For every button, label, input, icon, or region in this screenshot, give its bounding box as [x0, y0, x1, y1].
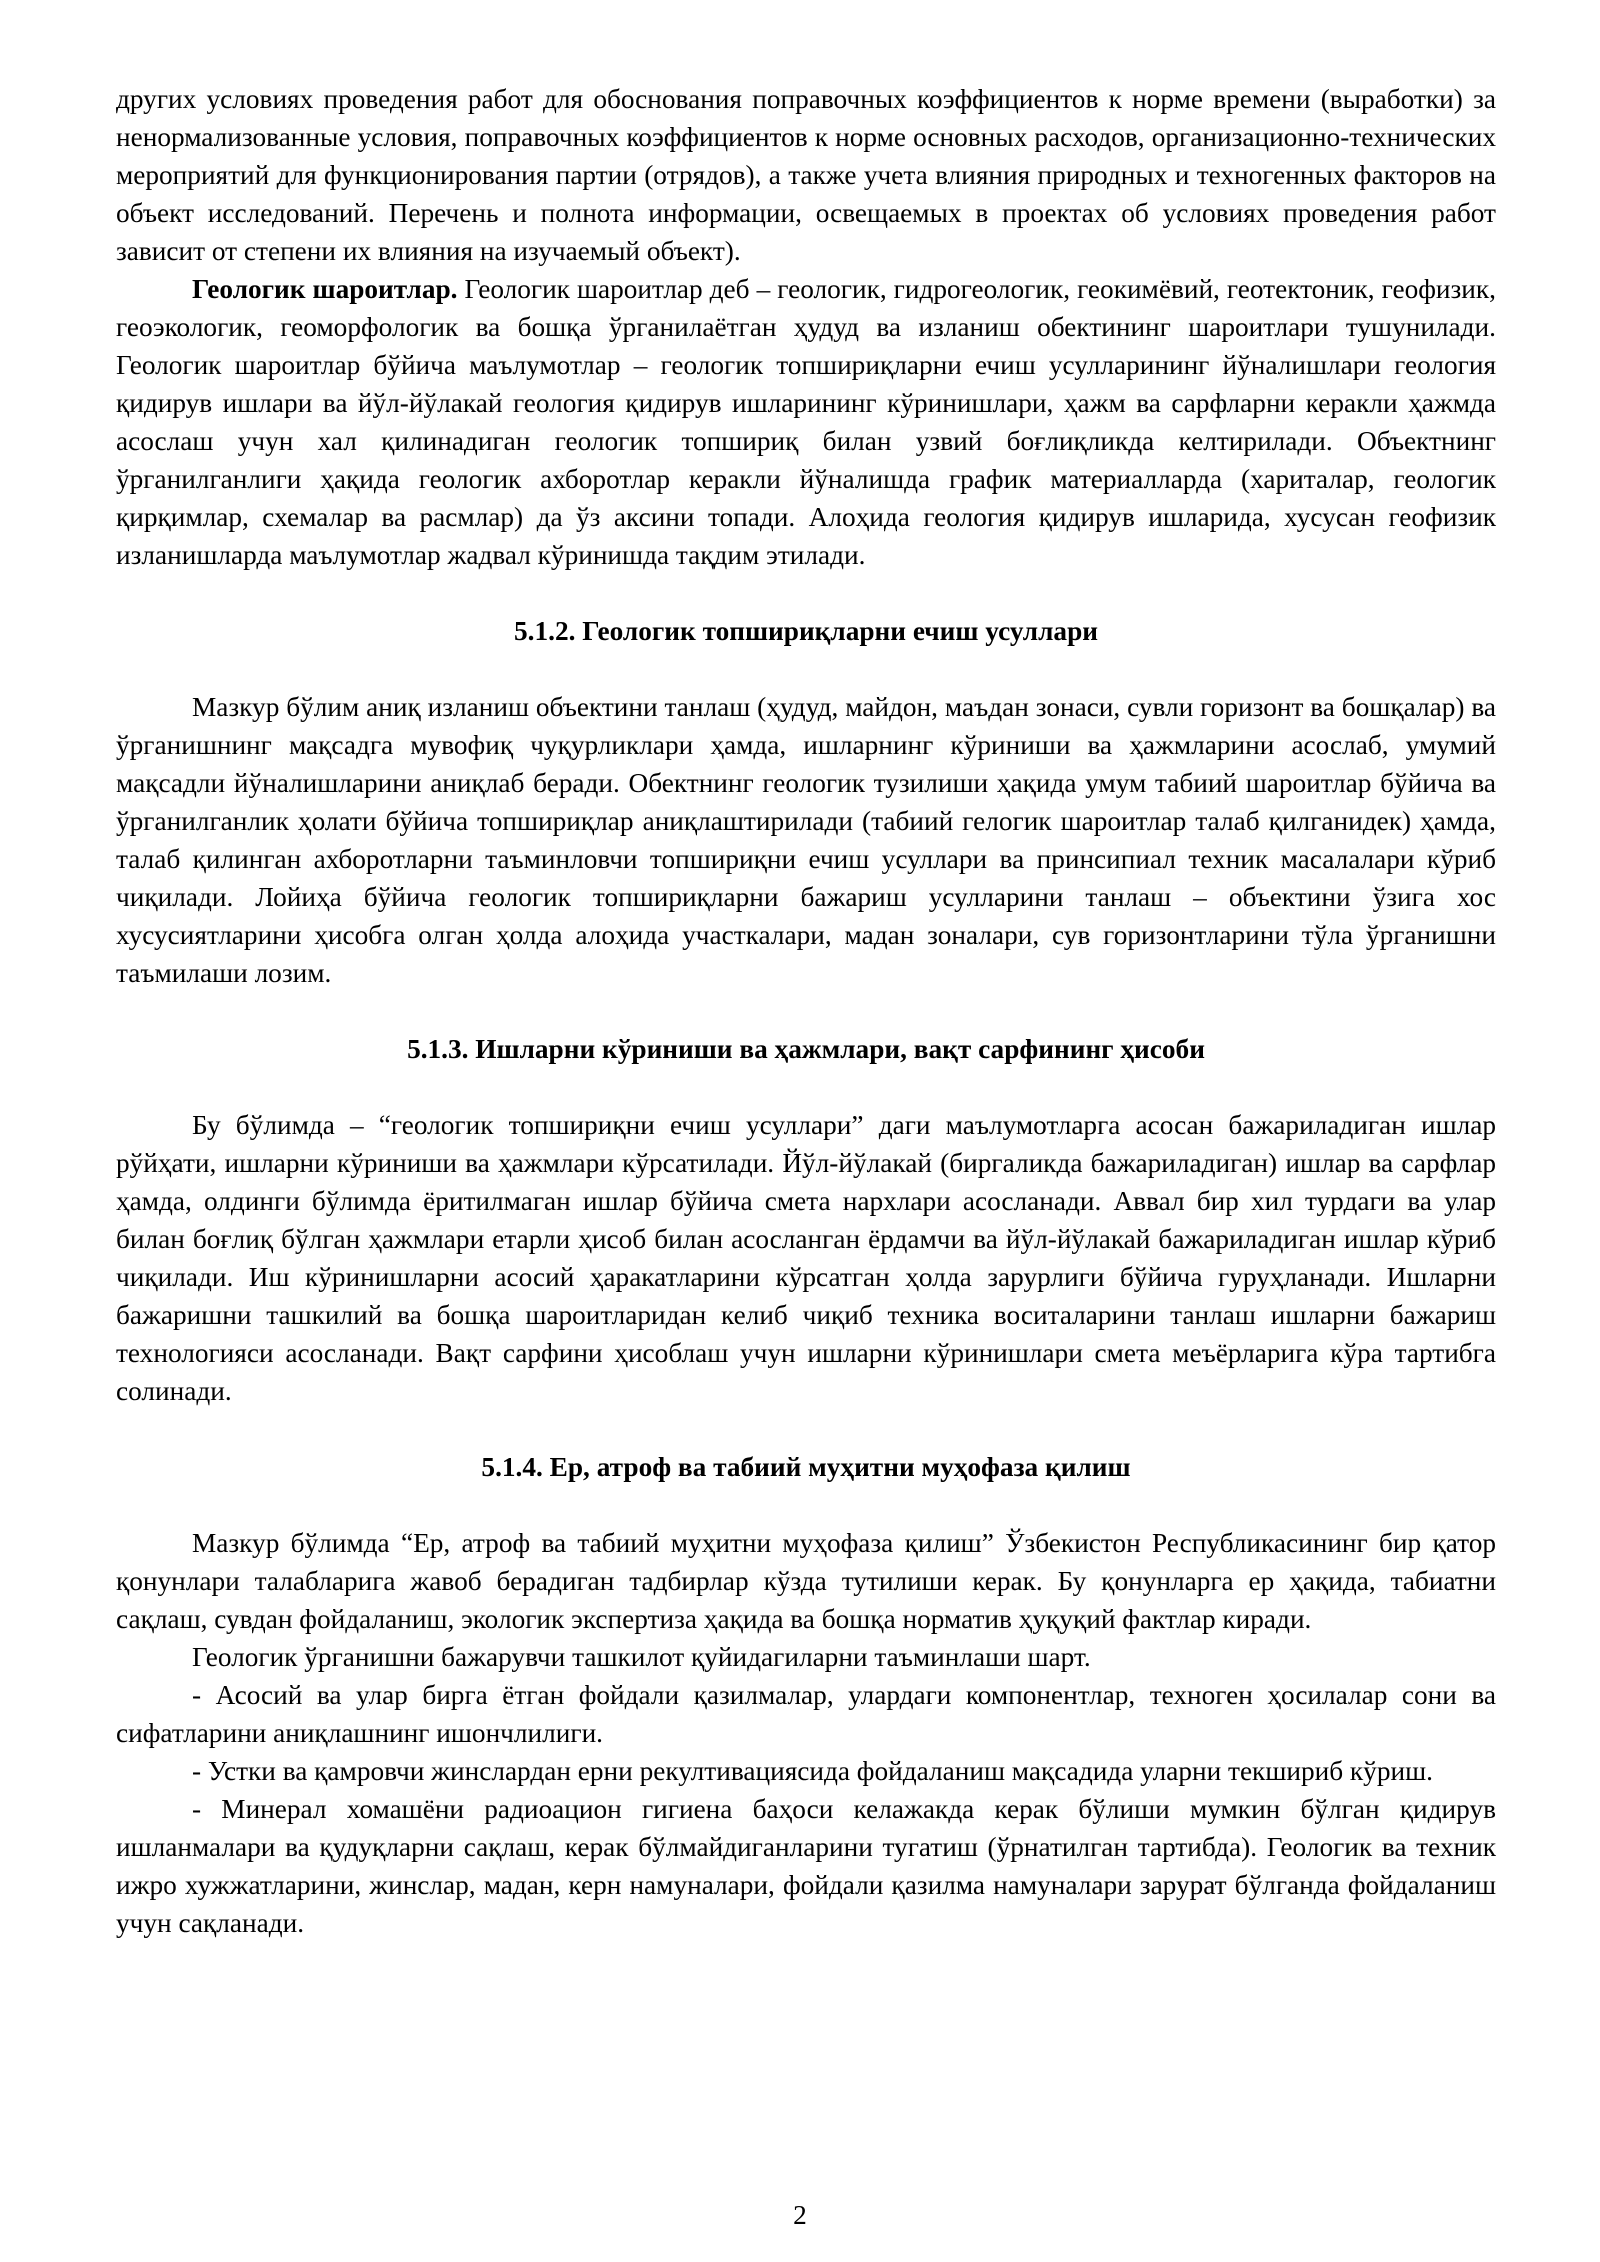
- section-heading-5-1-4: 5.1.4. Ер, атроф ва табиий муҳитни муҳофаза қилиш: [481, 1452, 1131, 1482]
- list-item-reliability: - Асосий ва улар бирга ётган фойдали қазилмалар, улардаги компонентлар, техноген ҳосилалар сони ва сифатларини аниқлашнинг ишончлилиги.: [116, 1680, 1496, 1748]
- paragraph-organization-duties: Геологик ўрганишни бажарувчи ташкилот қуйидагиларни таъминлаши шарт.: [192, 1642, 1091, 1672]
- document-page: [116, 80, 1496, 1942]
- paragraph-work-volumes: Бу бўлимда – “геологик топшириқни ечиш усуллари” даги маълумотларга асосан бажариладиган ишлар рўйҳати, ишларни кўриниши ва ҳажмлари кўрсатилади. Йўл-йўлакай (биргаликда бажариладиган) ишлар ва сарфлар ҳамда, олдинги бўлимда ёритилмаган ишлар бўйича смета нархлари асосланади. Аввал бир хил турдаги ва улар билан боғлиқ бўлган ҳажмлари етарли ҳисоб билан асосланган ёрдамчи ва йўл-йўлакай бажариладиган ишлар кўриб чиқилади. Иш кўринишларни асосий ҳаракатларини кўрсатган ҳолда зарурлиги бўйича гуруҳланади. Ишларни бажаришни ташкилий ва бошқа шароитларидан келиб чиқиб техника воситаларини танлаш ишларни бажариш технологияси асосланади. Вақт сарфини ҳисоблаш учун ишларни кўринишлари смета меъёрларига кўра тартибга солинади.: [116, 1110, 1496, 1406]
- page-number: 2: [793, 2200, 807, 2230]
- paragraph-geologic-conditions: [116, 270, 1496, 574]
- paragraph-body: Геологик шароитлар деб – геологик, гидрогеологик, геокимёвий, геотектоник, геофизик, геоэкологик, геоморфологик ва бошқа ўрганилаётган ҳудуд ва изланиш обектининг шароитлари тушунилади. Геологик шароитлар бўйича маълумотлар – геологик топшириқларни ечиш усулларининг йўналишлари геология қидирув ишлари ва йўл-йўлакай геология қидирув ишларининг кўринишлари, ҳажм ва сарфларни керакли ҳажмда асослаш учун хал қилинадиган геологик топшириқ билан узвий боғлиқликда келтирилади. Объектнинг ўрганилганлиги ҳақида геологик ахборотлар керакли йўналишда график материалларда (хариталар, геологик қирқимлар, схемалар ва расмлар) да ўз аксини топади. Алоҳида геология қидирув ишларида, хусусан геофизик изланишларда маълумотлар жадвал кўринишда тақдим этилади.: [116, 274, 1497, 570]
- paragraph-continuation: других условиях проведения работ для обоснования поправочных коэффициентов к норме времени (выработки) за ненормализованные условия, поправочных коэффициентов к норме основных расходов, организационно-технических мероприятий для функционирования партии (отрядов), а также учета влияния природных и техногенных факторов на объект исследований. Перечень и полнота информации, освещаемых в проектах об условиях проведения работ зависит от степени их влияния на изучаемый объект).: [116, 84, 1496, 266]
- list-item-recultivation: - Устки ва қамровчи жинслардан ерни рекултивациясида фойдаланиш мақсадида уларни текшириб кўриш.: [192, 1756, 1433, 1786]
- paragraph-lead-term: Геологик шароитлар.: [192, 274, 458, 304]
- section-heading-5-1-2: 5.1.2. Геологик топшириқларни ечиш усуллари: [514, 616, 1098, 646]
- paragraph-methods: Мазкур бўлим аниқ изланиш объектини танлаш (ҳудуд, майдон, маъдан зонаси, сувли горизонт ва бошқалар) ва ўрганишнинг мақсадга мувофиқ чуқурликлари ҳамда, ишларнинг кўриниши ва ҳажмларини асослаб, умумий мақсадли йўналишларини аниқлаб беради. Обектнинг геологик тузилиши ҳақида умум табиий шароитлар бўйича ва ўрганилганлик ҳолати бўйича топшириқлар аниқлаштирилади (табиий гелогик шароитлар талаб қилганидек) ҳамда, талаб қилинган ахборотларни таъминловчи топшириқни ечиш усуллари ва принсипиал техник масалалари кўриб чиқилади. Лойиҳа бўйича геологик топшириқларни бажариш усулларини танлаш – объектини ўзига хос хусусиятларини ҳисобга олган ҳолда алоҳида участкалари, мадан зоналари, сув горизонтларини тўла ўрганишни таъмилаши лозим.: [116, 692, 1496, 988]
- list-item-radiation-hygiene: - Минерал хомашёни радиоацион гигиена баҳоси келажакда керак бўлиши мумкин бўлган қидирув ишланмалари ва қудуқларни сақлаш, керак бўлмайдиганларини тугатиш (ўрнатилган тартибда). Геологик ва техник ижро хужжатларини, жинслар, мадан, керн намуналари, фойдали қазилма намуналари зарурат бўлганда фойдаланиш учун сақланади.: [116, 1794, 1496, 1938]
- section-heading-5-1-3: 5.1.3. Ишларни кўриниши ва ҳажмлари, вақт сарфининг ҳисоби: [407, 1034, 1205, 1064]
- paragraph-environment: Мазкур бўлимда “Ер, атроф ва табиий муҳитни муҳофаза қилиш” Ўзбекистон Республикасининг бир қатор қонунлари талабларига жавоб берадиган тадбирлар кўзда тутилиши керак. Бу қонунларга ер ҳақида, табиатни сақлаш, сувдан фойдаланиш, экологик экспертиза ҳақида ва бошқа норматив ҳуқуқий фактлар киради.: [116, 1528, 1496, 1634]
